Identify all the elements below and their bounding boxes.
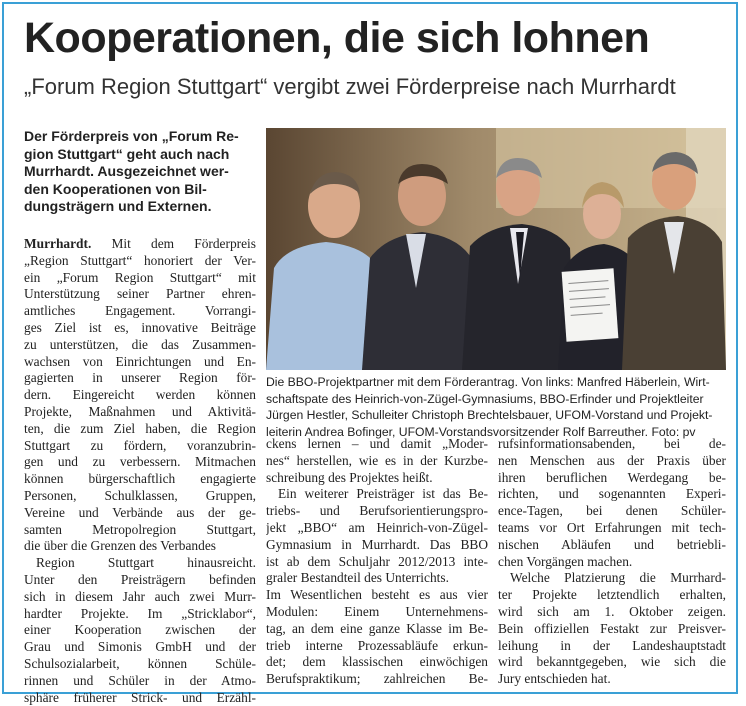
body-line: nen Menschen aus der Praxis über — [498, 452, 726, 468]
body-line: samten Metropolregion Stuttgart, — [24, 521, 256, 537]
photo-caption — [266, 374, 726, 440]
group-photo — [266, 128, 726, 370]
lead-line: dungsträgern und Externen. — [24, 198, 212, 214]
body-column-2 — [266, 436, 488, 688]
body-line: Stuttgart zu fördern, voranzubrin- — [24, 437, 256, 453]
caption-line: Jürgen Hestler, Schulleiter Christoph Brechtelsbauer, UFOM-Vorstand und Projekt- — [266, 408, 713, 422]
body-line: richten, und sogenannten Experi- — [498, 486, 726, 502]
body-line: hardter Projekte. Im „Stricklabor“, — [24, 605, 256, 621]
caption-line: Die BBO-Projektpartner mit dem Förderantrag. Von links: Manfred Häberlein, Wirt- — [266, 375, 710, 389]
body-line: ist ab dem Schuljahr 2012/2013 inte- — [266, 553, 488, 569]
body-line: sphäre früherer Strick- und Erzähl- — [24, 689, 256, 705]
body-line: sich in diesem Jahr auch zwei Murr- — [24, 588, 256, 604]
body-line: gagierten in unserer Region för- — [24, 370, 256, 386]
body-column-3 — [498, 436, 726, 688]
body-line: ges Ziel ist es, innovative Beiträge — [24, 319, 256, 335]
body-line: wird bekanntgegeben, wie sich die — [498, 654, 726, 670]
body-line: Berufspraktikum; zahlreichen Be- — [266, 671, 488, 687]
body-line — [24, 236, 256, 253]
headline: Kooperationen, die sich lohnen — [24, 14, 650, 62]
body-line: die über die Grenzen des Verbandes — [24, 538, 216, 554]
body-line: ckens lernen – und damit „Moder- — [266, 436, 488, 451]
body-line: Welche Platzierung die Murrhard- — [510, 570, 726, 586]
body-line: dern. Eingereicht werden können — [24, 387, 256, 403]
lead-line: den Kooperationen von Bil- — [24, 180, 207, 197]
body-line: teams vor Ort Erfahrungen mit tech- — [498, 519, 726, 535]
body-line: Im Wesentlichen besteht es aus vier — [266, 587, 488, 603]
body-line: ihren beruflichen Werdegang be- — [498, 469, 726, 485]
body-line: det; dem klassischen einwöchigen — [266, 654, 488, 670]
body-line: Unterstützung seiner Partner ehren- — [24, 286, 256, 302]
body-line: Vereine und Verbände aus der ge- — [24, 504, 256, 520]
body-line: „Region Stuttgart“ honoriert der Ver- — [24, 252, 256, 268]
lead-line: gion Stuttgart“ geht auch nach — [24, 145, 230, 162]
body-line: jekt „BBO“ am Heinrich-von-Zügel- — [266, 519, 488, 535]
body-line: nes“ herstellen, wie es in der Kurzbe- — [266, 452, 488, 468]
body-line: leihung in der Landeshauptstadt — [498, 637, 726, 653]
body-line: graler Bestandteil des Unterrichts. — [266, 570, 449, 586]
body-line: Bein offiziellen Festakt zur Preisver- — [498, 620, 726, 636]
body-line: Personen, Schulklassen, Gruppen, — [24, 487, 256, 503]
body-line: wachsen von Einrichtungen und En- — [24, 353, 256, 369]
caption-line: leiterin Andrea Bofinger, UFOM-Vorstandsvorsitzender Rolf Barreuther. Foto: pv — [266, 424, 696, 439]
body-column-1 — [24, 236, 256, 706]
body-line: wird sich am 1. Oktober zeigen. — [498, 603, 726, 619]
body-line: Grau und Simonis GmbH und der — [24, 639, 256, 655]
body-line: ten, die zum Ziel haben, die Region — [24, 420, 256, 436]
body-line: Unter den Preisträgern befinden — [24, 571, 256, 587]
body-line-text: Mit dem Förderpreis — [91, 236, 256, 251]
body-line: ence-Tagen, bei denen Schüler- — [498, 503, 726, 519]
lead-line: Murrhardt. Ausgezeichnet wer- — [24, 163, 229, 179]
body-line: Gymnasium in Murrhardt. Das BBO — [266, 536, 488, 552]
body-line: Projekte, Maßnahmen und Aktivitä- — [24, 403, 256, 419]
subheadline: „Forum Region Stuttgart“ vergibt zwei Förderpreise nach Murrhardt — [24, 74, 676, 99]
body-line: schreibung des Projektes heißt. — [266, 469, 433, 485]
lead-paragraph — [24, 128, 256, 216]
body-line: rinnen und Schüler in der Atmo- — [24, 672, 256, 688]
body-line: rufsinformationsabenden, bei de- — [498, 436, 726, 451]
body-line: ter Projekte letztendlich erhalten, — [498, 587, 726, 603]
body-line: einer Kooperation zwischen der — [24, 622, 256, 638]
body-line: trieb interne Prozessabläufe erkun- — [266, 637, 488, 653]
dateline: Murrhardt. — [24, 236, 92, 251]
body-line: Schulsozialarbeit, können Schüle- — [24, 655, 256, 671]
article-photo — [266, 128, 726, 370]
body-line: triebs- und Berufsorientierungspro- — [266, 503, 488, 519]
body-line: nischen Abläufen und betriebli- — [498, 536, 726, 552]
body-line: Region Stuttgart hinausreicht. — [36, 555, 256, 571]
lead-line: Der Förderpreis von „Forum Re- — [24, 128, 239, 144]
body-line: tag, an dem eine ganze Klasse im Be- — [266, 620, 488, 636]
body-line: Modulen: Einem Unternehmens- — [266, 603, 488, 619]
caption-line: schaftspate des Heinrich-von-Zügel-Gymnasiums, BBO-Erfinder und Projektleiter — [266, 391, 704, 406]
body-line: können bürgerschaftlich engagierte — [24, 471, 256, 487]
body-line: ein „Forum Region Stuttgart“ mit — [24, 269, 256, 285]
body-line: Jury entschieden hat. — [498, 671, 611, 687]
body-line: chen Vorgängen machen. — [498, 553, 633, 569]
body-line: Ein weiterer Preisträger ist das Be- — [278, 486, 488, 502]
body-line: zu unterstützen, die das Zusammen- — [24, 336, 256, 352]
body-line: gen und zu verbessern. Mitmachen — [24, 454, 256, 470]
body-line: amtliches Engagement. Vorrangi- — [24, 303, 256, 319]
